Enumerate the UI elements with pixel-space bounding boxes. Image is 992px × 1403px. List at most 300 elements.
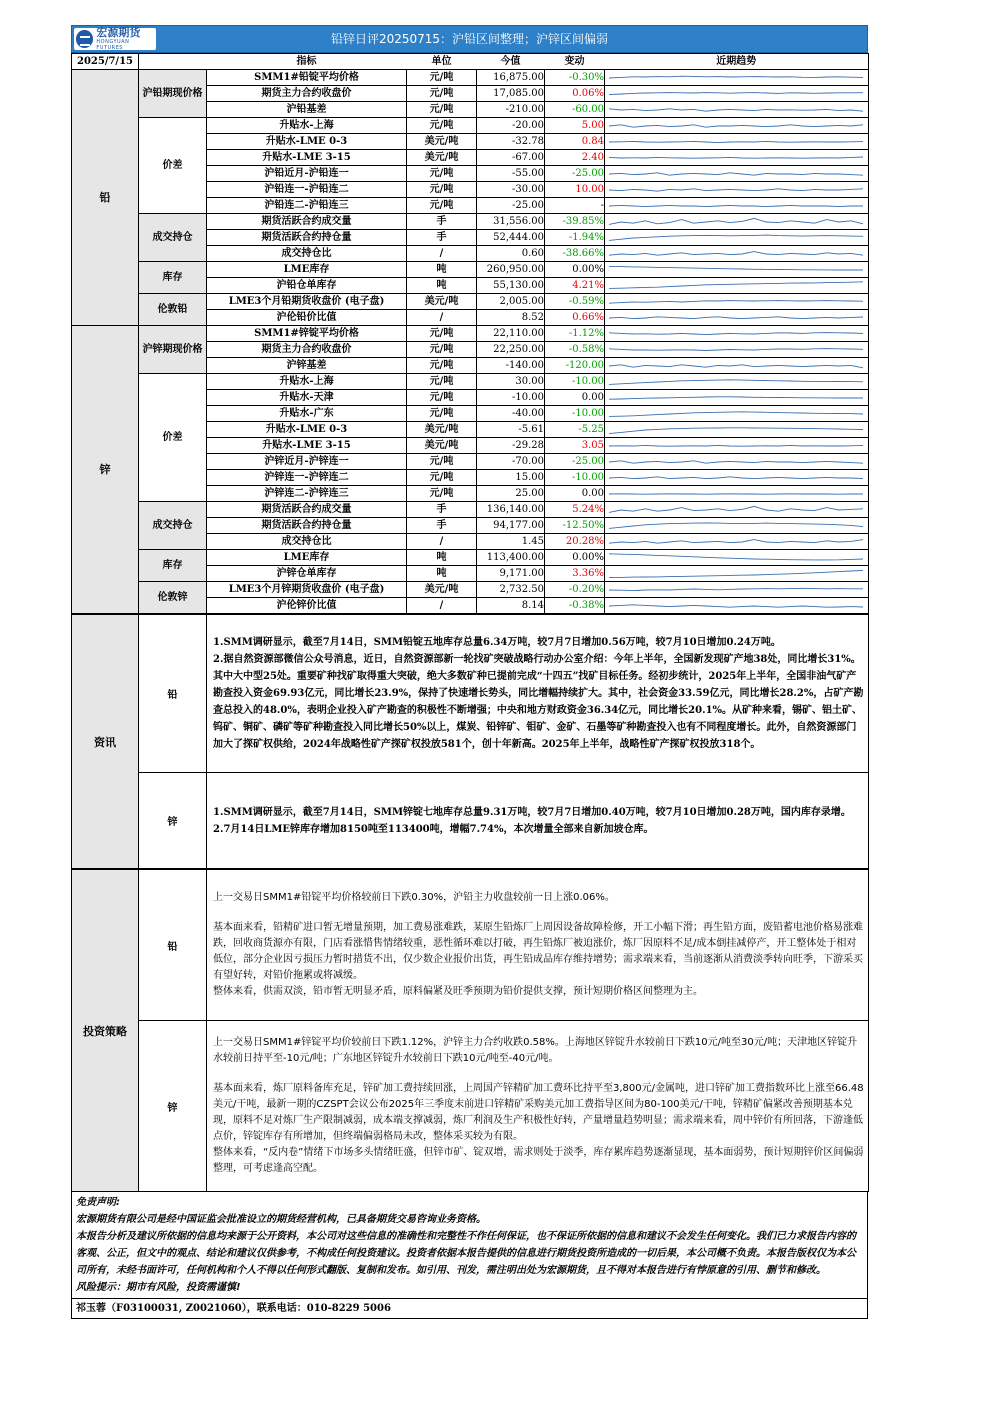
report-date: 2025/7/15 xyxy=(72,54,139,70)
indicator-name: 沪铅连二-沪铅连三 xyxy=(207,198,407,214)
trend-sparkline xyxy=(605,406,869,422)
trend-sparkline xyxy=(605,342,869,358)
change-cell: 4.21% xyxy=(545,278,605,294)
indicator-name: 沪铅近月-沪铅连一 xyxy=(207,166,407,182)
trend-sparkline xyxy=(605,582,869,598)
trend-sparkline xyxy=(605,454,869,470)
sparkline-line xyxy=(609,281,863,288)
unit-cell: / xyxy=(407,246,477,262)
value-cell: 2,732.50 xyxy=(477,582,545,598)
sparkline-svg xyxy=(605,199,867,213)
sparkline-line xyxy=(609,266,863,270)
trend-sparkline xyxy=(605,438,869,454)
change-cell: -1.12% xyxy=(545,326,605,342)
sparkline-line xyxy=(609,92,863,94)
indicator-name: 升贴水-上海 xyxy=(207,118,407,134)
value-cell: 17,085.00 xyxy=(477,86,545,102)
table-row xyxy=(72,582,869,598)
trend-sparkline xyxy=(605,262,869,278)
unit-cell: 元/吨 xyxy=(407,342,477,358)
change-cell: 10.00 xyxy=(545,182,605,198)
sparkline-line xyxy=(609,108,863,110)
unit-cell: 手 xyxy=(407,230,477,246)
change-cell: -0.58% xyxy=(545,342,605,358)
sparkline-svg xyxy=(605,183,867,197)
indicator-name: 沪铅连一-沪铅连二 xyxy=(207,182,407,198)
unit-cell: 元/吨 xyxy=(407,70,477,86)
trend-sparkline xyxy=(605,214,869,230)
indicator-name: 沪伦锌价比值 xyxy=(207,598,407,614)
strategy-zinc xyxy=(207,1021,869,1192)
report-header xyxy=(71,25,868,53)
value-cell: -210.00 xyxy=(477,102,545,118)
unit-cell: 元/吨 xyxy=(407,326,477,342)
unit-cell: 元/吨 xyxy=(407,406,477,422)
sparkline-svg xyxy=(605,423,867,437)
trend-sparkline xyxy=(605,134,869,150)
sparkline-svg xyxy=(605,599,867,613)
disclaimer-line: 风险提示：期市有风险，投资需谨慎! xyxy=(76,1282,241,1293)
sparkline-svg xyxy=(605,247,867,261)
trend-sparkline xyxy=(605,86,869,102)
value-cell: 16,875.00 xyxy=(477,70,545,86)
change-cell: -5.25 xyxy=(545,422,605,438)
sparkline-line xyxy=(609,460,863,462)
indicator-name: 升贴水-LME 0-3 xyxy=(207,134,407,150)
unit-cell: 元/吨 xyxy=(407,166,477,182)
unit-cell: 元/吨 xyxy=(407,470,477,486)
unit-cell: 美元/吨 xyxy=(407,134,477,150)
disclaimer-line: 本报告分析及建议所依据的信息均来源于公开资料，本公司对这些信息的准确性和完整性不作任何保证，也不保证所依据的信息和建议不会发生任何变化。我们已力求报告内容的客观、公正，但文中的观点、结论和建议仅供参考，不构成任何投资建议。投资者依据本报告提供的信息进行期货投资所造成的一切后果，本公司概不负责。本报告版权仅为本公司所有，未经书面许可，任何机构和个人不得以任何形式翻版、复制和发布。如引用、刊发，需注明出处为宏源期货，且不得对本报告进行有悖原意的引用、删节和修改。 xyxy=(76,1231,856,1276)
unit-cell: / xyxy=(407,598,477,614)
table-row xyxy=(72,294,869,310)
indicator-name: 沪锌连一-沪锌连二 xyxy=(207,470,407,486)
unit-cell: 吨 xyxy=(407,566,477,582)
value-cell: 113,400.00 xyxy=(477,550,545,566)
trend-sparkline xyxy=(605,598,869,614)
value-cell: 1.45 xyxy=(477,534,545,550)
change-cell: 2.40 xyxy=(545,150,605,166)
value-cell: 260,950.00 xyxy=(477,262,545,278)
sparkline-svg xyxy=(605,119,867,133)
trend-sparkline xyxy=(605,518,869,534)
unit-cell: 手 xyxy=(407,518,477,534)
value-cell: 25.00 xyxy=(477,486,545,502)
change-cell: -25.00 xyxy=(545,166,605,182)
value-cell: -25.00 xyxy=(477,198,545,214)
unit-cell: 元/吨 xyxy=(407,198,477,214)
indicator-name: 期货主力合约收盘价 xyxy=(207,86,407,102)
strategy-lead-para: 基本面来看，铅精矿进口暂无增量预期，加工费易涨难跌，某原生铅炼厂上周因设备故障检修，开工小幅下滑；再生铅方面，废铅蓄电池价格易涨难跌，回收商货源亦有限，门店看涨惜售情绪较重，恶性循环难以打破，再生铅炼厂被迫涨价，炼厂因原料不足/成本倒挂减停产，开工整体处于相对低位，部分企业因亏损压力暂时措货不出，仅少数企业报价出货，再生铅成品库存维持增势；需求端来看，当前逐渐从消费淡季转向旺季，下游采买有望好转，对铅价拖累或将减缓。 xyxy=(213,922,863,981)
strategy-zinc-para: 上一交易日SMM1#锌锭平均价较前日下跌1.12%，沪锌主力合约收跌0.58%。上海地区锌锭升水较前日下跌10元/吨至30元/吨；天津地区锌锭升水较前日持平至-10元/吨；广东地区锌锭升水较前日下跌10元/吨至-40元/吨。 xyxy=(213,1037,858,1064)
unit-cell: 元/吨 xyxy=(407,390,477,406)
sparkline-svg xyxy=(605,407,867,421)
sparkline-line xyxy=(609,523,863,528)
disclaimer-title: 免责声明: xyxy=(76,1197,120,1208)
unit-cell: 元/吨 xyxy=(407,374,477,390)
sparkline-svg xyxy=(605,135,867,149)
sparkline-svg xyxy=(605,567,867,581)
trend-sparkline xyxy=(605,310,869,326)
trend-sparkline xyxy=(605,326,869,342)
news-lead xyxy=(207,615,869,773)
sparkline-line xyxy=(609,251,863,255)
value-cell: -40.00 xyxy=(477,406,545,422)
indicator-name: 期货活跃合约成交量 xyxy=(207,214,407,230)
unit-cell: 手 xyxy=(407,502,477,518)
trend-sparkline xyxy=(605,470,869,486)
indicator-name: LME库存 xyxy=(207,262,407,278)
indicator-name: 升贴水-LME 3-15 xyxy=(207,150,407,166)
news-zinc-label: 锌 xyxy=(139,773,207,869)
value-cell: 55,130.00 xyxy=(477,278,545,294)
indicator-name: 期货主力合约收盘价 xyxy=(207,342,407,358)
change-cell: 0.84 xyxy=(545,134,605,150)
value-cell: -140.00 xyxy=(477,358,545,374)
strategy-zinc-para: 基本面来看，炼厂原料备库充足，锌矿加工费持续回涨，上周国产锌精矿加工费环比持平至3,800元/金属吨，进口锌矿加工费指数环比上涨至66.48美元/干吨，最新一期的CZSPT会议公布2025年三季度末前进口锌精矿采购美元加工费指导区间为80-100美元/干吨，锌精矿偏紧改善预期基本兑现，原料不足对炼厂生产限制减弱，成本端支撑减弱，炼厂利润及生产积极性好转，产量增量趋势明显；需求端来看，周中锌价有所回落，下游逢低点价，锌锭库存有所增加，但终端偏弱格局未改，整体采买较为有限。 xyxy=(213,1083,864,1142)
trend-sparkline xyxy=(605,70,869,86)
sparkline-line xyxy=(609,396,863,398)
trend-sparkline xyxy=(605,374,869,390)
unit-cell: 美元/吨 xyxy=(407,294,477,310)
indicator-name: 升贴水-LME 3-15 xyxy=(207,438,407,454)
group-label: 成交持仓 xyxy=(139,214,207,262)
value-cell: 2,005.00 xyxy=(477,294,545,310)
trend-sparkline xyxy=(605,150,869,166)
unit-cell: 元/吨 xyxy=(407,486,477,502)
col-unit: 单位 xyxy=(407,54,477,70)
trend-sparkline xyxy=(605,246,869,262)
section-label: 铅 xyxy=(72,70,139,326)
change-cell: - xyxy=(545,198,605,214)
value-cell: 30.00 xyxy=(477,374,545,390)
indicator-name: 沪锌仓单库存 xyxy=(207,566,407,582)
sparkline-line xyxy=(609,364,863,367)
table-row xyxy=(72,214,869,230)
table-header-row xyxy=(72,54,869,70)
unit-cell: 元/吨 xyxy=(407,118,477,134)
trend-sparkline xyxy=(605,358,869,374)
indicator-name: 升贴水-LME 0-3 xyxy=(207,422,407,438)
news-lead-item: 1.SMM调研显示，截至7月14日，SMM铅锭五地库存总量6.34万吨，较7月7日增加0.56万吨，较7月10日增加0.24万吨。 xyxy=(213,637,781,648)
sparkline-svg xyxy=(605,439,867,453)
unit-cell: 美元/吨 xyxy=(407,422,477,438)
value-cell: -30.00 xyxy=(477,182,545,198)
unit-cell: 美元/吨 xyxy=(407,150,477,166)
unit-cell: 元/吨 xyxy=(407,182,477,198)
trend-sparkline xyxy=(605,390,869,406)
change-cell: 0.06% xyxy=(545,86,605,102)
value-cell: -67.00 xyxy=(477,150,545,166)
change-cell: -25.00 xyxy=(545,454,605,470)
trend-sparkline xyxy=(605,422,869,438)
sparkline-line xyxy=(609,553,863,559)
trend-sparkline xyxy=(605,534,869,550)
change-cell: -38.66% xyxy=(545,246,605,262)
indicator-table xyxy=(71,53,869,614)
sparkline-svg xyxy=(605,503,867,517)
news-table xyxy=(71,614,869,869)
value-cell: 8.14 xyxy=(477,598,545,614)
unit-cell: 美元/吨 xyxy=(407,582,477,598)
table-row xyxy=(72,502,869,518)
sparkline-line xyxy=(609,205,863,206)
change-cell: -0.20% xyxy=(545,582,605,598)
news-lead-label: 铅 xyxy=(139,615,207,773)
col-indicator: 指标 xyxy=(207,54,407,70)
sparkline-line xyxy=(609,188,863,190)
sparkline-svg xyxy=(605,215,867,229)
col-trend: 近期趋势 xyxy=(605,54,869,70)
sparkline-line xyxy=(609,411,863,416)
indicator-name: 升贴水-天津 xyxy=(207,390,407,406)
indicator-name: 沪铅基差 xyxy=(207,102,407,118)
indicator-name: 沪锌连二-沪锌连三 xyxy=(207,486,407,502)
sparkline-line xyxy=(609,588,863,590)
change-cell: -10.00 xyxy=(545,406,605,422)
trend-sparkline xyxy=(605,182,869,198)
sparkline-svg xyxy=(605,583,867,597)
change-cell: 5.00 xyxy=(545,118,605,134)
unit-cell: 吨 xyxy=(407,278,477,294)
sparkline-svg xyxy=(605,167,867,181)
indicator-name: 期货活跃合约持仓量 xyxy=(207,518,407,534)
change-cell: 3.36% xyxy=(545,566,605,582)
indicator-name: 沪伦铅价比值 xyxy=(207,310,407,326)
strategy-lead xyxy=(207,870,869,1021)
trend-sparkline xyxy=(605,102,869,118)
unit-cell: 手 xyxy=(407,214,477,230)
table-row xyxy=(72,118,869,134)
sparkline-line xyxy=(609,604,863,606)
indicator-name: 升贴水-上海 xyxy=(207,374,407,390)
trend-sparkline xyxy=(605,278,869,294)
col-change: 变动 xyxy=(545,54,605,70)
sparkline-line xyxy=(609,539,863,543)
value-cell: 94,177.00 xyxy=(477,518,545,534)
change-cell: -10.00 xyxy=(545,374,605,390)
sparkline-svg xyxy=(605,471,867,485)
sparkline-line xyxy=(609,476,863,478)
value-cell: -70.00 xyxy=(477,454,545,470)
trend-sparkline xyxy=(605,166,869,182)
sparkline-svg xyxy=(605,231,867,245)
change-cell: -39.85% xyxy=(545,214,605,230)
unit-cell: 元/吨 xyxy=(407,86,477,102)
news-lead-item: 2.据自然资源部微信公众号消息，近日，自然资源部新一轮找矿突破战略行动办公室介绍：今年上半年，全国新发现矿产地38处，同比增长31%。其中大中型25处。重要矿种找矿取得重大突破，绝大多数矿种已提前完成“十四五”找矿目标任务。经初步统计，2025年上半年，全国非油气矿产勘查投入资金69.93亿元，同比增长23.9%，保持了快速增长势头，同比增幅持续扩大。其中，社会资金33.59亿元，同比增长28.2%，占矿产勘查总投入的48.0%，表明企业投入矿产勘查的积极性不断增强；中央和地方财政资金36.34亿元，同比增长20.1%。从矿种来看，锡矿、铝土矿、钨矿、铜矿、磷矿等矿种勘查投入同比增长50%以上，煤炭、铅锌矿、钼矿、金矿、石墨等矿种勘查投入也有不同程度增长。此外，自然资源部门加大了探矿权供给，2024年战略性矿产探矿权投放581个，创十年新高。2025年上半年，战略性矿产探矿权投放318个。 xyxy=(213,654,864,750)
sparkline-svg xyxy=(605,343,867,357)
trend-sparkline xyxy=(605,198,869,214)
value-cell: 31,556.00 xyxy=(477,214,545,230)
sparkline-line xyxy=(609,218,863,224)
value-cell: -20.00 xyxy=(477,118,545,134)
unit-cell: 元/吨 xyxy=(407,102,477,118)
unit-cell: 美元/吨 xyxy=(407,438,477,454)
sparkline-svg xyxy=(605,263,867,277)
indicator-name: SMM1#铅锭平均价格 xyxy=(207,70,407,86)
value-cell: 22,110.00 xyxy=(477,326,545,342)
report-page xyxy=(71,25,868,1319)
value-cell: -55.00 xyxy=(477,166,545,182)
indicator-name: 成交持仓比 xyxy=(207,534,407,550)
strategy-zinc-para: 整体来看，“反内卷”情绪下市场多头情绪旺盛，但锌市矿、锭双增，需求则处于淡季，库存累库趋势逐渐显现，基本面弱势，预计短期锌价区间偏弱整理，可考虑逢高空配。 xyxy=(213,1147,864,1174)
value-cell: 15.00 xyxy=(477,470,545,486)
group-label: 价差 xyxy=(139,374,207,502)
table-row xyxy=(72,262,869,278)
sparkline-svg xyxy=(605,71,867,85)
change-cell: -1.94% xyxy=(545,230,605,246)
table-row xyxy=(72,70,869,86)
unit-cell: 吨 xyxy=(407,262,477,278)
unit-cell: 元/吨 xyxy=(407,358,477,374)
value-cell: -10.00 xyxy=(477,390,545,406)
trend-sparkline xyxy=(605,486,869,502)
col-today: 今值 xyxy=(477,54,545,70)
sparkline-svg xyxy=(605,151,867,165)
change-cell: -60.00 xyxy=(545,102,605,118)
trend-sparkline xyxy=(605,294,869,310)
change-cell: -12.50% xyxy=(545,518,605,534)
change-cell: -10.00 xyxy=(545,470,605,486)
indicator-name: 沪锌基差 xyxy=(207,358,407,374)
logo-name: 宏源期货 xyxy=(96,26,141,39)
change-cell: 0.00% xyxy=(545,262,605,278)
sparkline-line xyxy=(609,506,863,512)
change-cell: -120.00 xyxy=(545,358,605,374)
indicator-name: 期货活跃合约持仓量 xyxy=(207,230,407,246)
indicator-name: 期货活跃合约成交量 xyxy=(207,502,407,518)
value-cell: -29.28 xyxy=(477,438,545,454)
change-cell: 5.24% xyxy=(545,502,605,518)
group-label: 库存 xyxy=(139,550,207,582)
value-cell: 8.52 xyxy=(477,310,545,326)
change-cell: -0.30% xyxy=(545,70,605,86)
value-cell: -5.61 xyxy=(477,422,545,438)
logo-name-en: HONGYUAN FUTURES xyxy=(96,39,130,51)
trend-sparkline xyxy=(605,502,869,518)
unit-cell: 吨 xyxy=(407,550,477,566)
indicator-name: SMM1#锌锭平均价格 xyxy=(207,326,407,342)
strategy-lead-label: 铅 xyxy=(139,870,207,1021)
indicator-name: 沪锌近月-沪锌连一 xyxy=(207,454,407,470)
sparkline-svg xyxy=(605,391,867,405)
group-label: 伦敦锌 xyxy=(139,582,207,614)
sparkline-line xyxy=(609,427,863,433)
trend-sparkline xyxy=(605,550,869,566)
indicator-name: 沪铅仓单库存 xyxy=(207,278,407,294)
sparkline-line xyxy=(609,332,863,334)
sparkline-svg xyxy=(605,279,867,293)
group-label: 库存 xyxy=(139,262,207,294)
change-cell: -0.59% xyxy=(545,294,605,310)
disclaimer-line: 宏源期货有限公司是经中国证监会批准设立的期货经营机构，已具备期货交易咨询业务资格。 xyxy=(76,1214,486,1225)
change-cell: 0.66% xyxy=(545,310,605,326)
news-zinc xyxy=(207,773,869,869)
group-label: 成交持仓 xyxy=(139,502,207,550)
group-label: 沪铅期现价格 xyxy=(139,70,207,118)
change-cell: 0.00 xyxy=(545,390,605,406)
strategy-lead-para: 整体来看，供需双淡，铅市暂无明显矛盾，原料偏紧及旺季预期为铅价提供支撑，预计短期价格区间整理为主。 xyxy=(213,986,703,997)
table-row xyxy=(72,326,869,342)
sparkline-line xyxy=(609,157,863,158)
sparkline-line xyxy=(609,172,863,174)
change-cell: 0.00% xyxy=(545,550,605,566)
sparkline-line xyxy=(609,445,863,446)
change-cell: 0.00 xyxy=(545,486,605,502)
sparkline-line xyxy=(609,316,863,318)
table-row xyxy=(72,550,869,566)
sparkline-svg xyxy=(605,311,867,325)
strategy-lead-para: 上一交易日SMM1#铅锭平均价格较前日下跌0.30%，沪铅主力收盘较前一日上涨0.06%。 xyxy=(213,892,615,903)
sparkline-svg xyxy=(605,487,867,501)
trend-sparkline xyxy=(605,230,869,246)
sparkline-svg xyxy=(605,103,867,117)
group-label: 沪锌期现价格 xyxy=(139,326,207,374)
sparkline-line xyxy=(609,124,863,126)
group-label: 伦敦铅 xyxy=(139,294,207,326)
sparkline-svg xyxy=(605,359,867,373)
indicator-name: LME3个月铅期货收盘价 (电子盘) xyxy=(207,294,407,310)
value-cell: 52,444.00 xyxy=(477,230,545,246)
unit-cell: / xyxy=(407,310,477,326)
value-cell: 0.60 xyxy=(477,246,545,262)
value-cell: 136,140.00 xyxy=(477,502,545,518)
indicator-name: LME3个月锌期货收盘价 (电子盘) xyxy=(207,582,407,598)
sparkline-svg xyxy=(605,551,867,565)
value-cell: 9,171.00 xyxy=(477,566,545,582)
news-label: 资讯 xyxy=(72,615,139,869)
sparkline-svg xyxy=(605,87,867,101)
strategy-zinc-label: 锌 xyxy=(139,1021,207,1192)
change-cell: 3.05 xyxy=(545,438,605,454)
unit-cell: / xyxy=(407,534,477,550)
table-row xyxy=(72,374,869,390)
disclaimer xyxy=(71,1192,868,1299)
sparkline-line xyxy=(609,235,863,240)
report-title: 铅锌日评20250715：沪铅区间整理；沪锌区间偏弱 xyxy=(330,32,609,46)
section-label: 锌 xyxy=(72,326,139,614)
sparkline-line xyxy=(609,300,863,303)
indicator-name: LME库存 xyxy=(207,550,407,566)
value-cell: -32.78 xyxy=(477,134,545,150)
unit-cell: 元/吨 xyxy=(407,454,477,470)
analyst-contact: 祁玉蓉（F03100031, Z0021060），联系电话：010-8229 5006 xyxy=(71,1299,868,1319)
indicator-name: 升贴水-广东 xyxy=(207,406,407,422)
sparkline-line xyxy=(609,348,863,350)
news-zinc-item: 2.7月14日LME锌库存增加8150吨至113400吨，增幅7.74%，本次增量全部来自新加坡仓库。 xyxy=(213,823,654,835)
change-cell: 20.28% xyxy=(545,534,605,550)
sparkline-svg xyxy=(605,327,867,341)
sparkline-line xyxy=(609,570,863,577)
sparkline-svg xyxy=(605,455,867,469)
change-cell: -0.38% xyxy=(545,598,605,614)
value-cell: 22,250.00 xyxy=(477,342,545,358)
sparkline-svg xyxy=(605,375,867,389)
sparkline-svg xyxy=(605,295,867,309)
news-zinc-item: 1.SMM调研显示，截至7月14日，SMM锌锭七地库存总量9.31万吨，较7月7日增加0.40万吨，较7月10日增加0.28万吨，国内库存录增。 xyxy=(213,806,851,818)
strategy-label: 投资策略 xyxy=(72,870,139,1192)
sparkline-svg xyxy=(605,519,867,533)
indicator-name: 成交持仓比 xyxy=(207,246,407,262)
trend-sparkline xyxy=(605,118,869,134)
group-label: 价差 xyxy=(139,118,207,214)
trend-sparkline xyxy=(605,566,869,582)
sparkline-line xyxy=(609,141,863,142)
sparkline-svg xyxy=(605,535,867,549)
sparkline-line xyxy=(609,76,863,78)
sparkline-line xyxy=(609,379,863,384)
strategy-table xyxy=(71,869,869,1192)
